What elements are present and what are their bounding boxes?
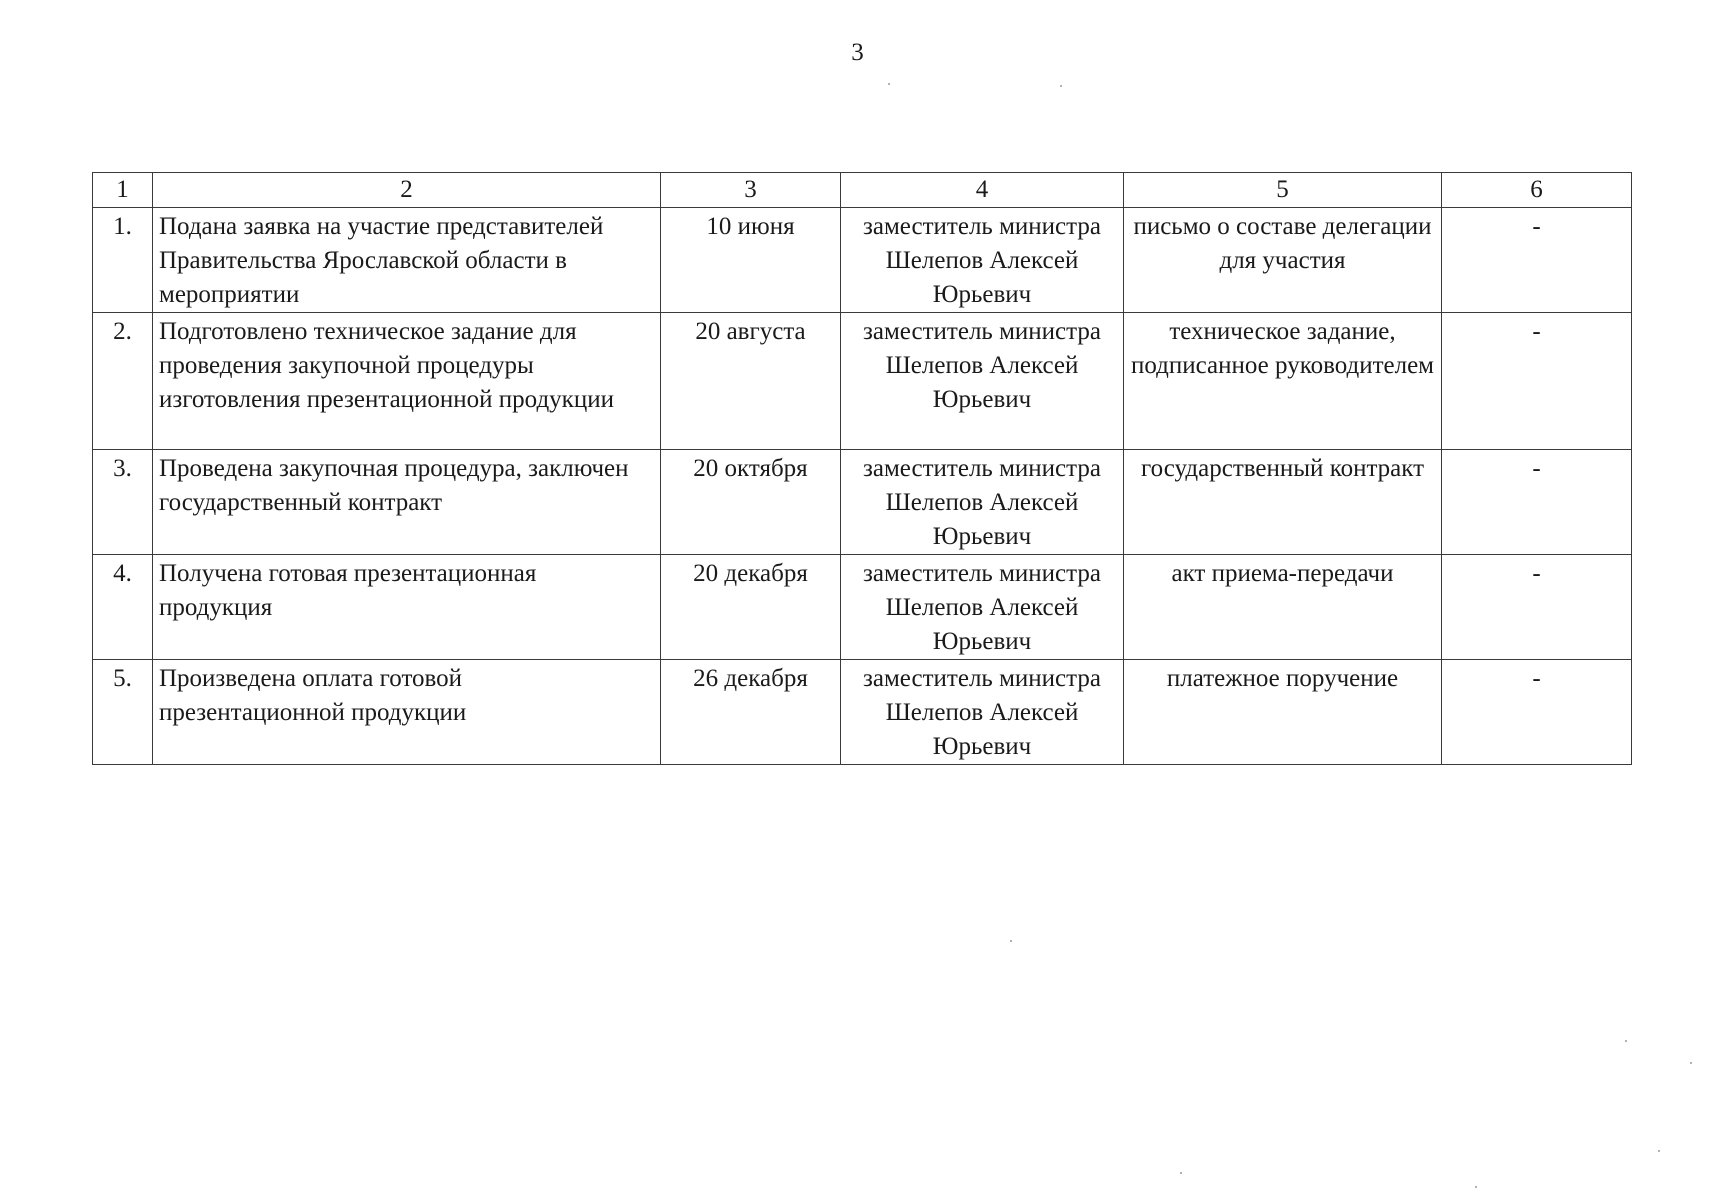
- row-number: 2.: [93, 313, 153, 450]
- note-cell: -: [1442, 208, 1632, 313]
- scan-speck: [1180, 1172, 1182, 1174]
- date-cell: 10 июня: [661, 208, 841, 313]
- table-row: [93, 208, 1632, 313]
- note-cell: -: [1442, 555, 1632, 660]
- responsible-cell: заместитель министра Шелепов Алексей Юрьевич: [841, 313, 1124, 450]
- table-row: [93, 555, 1632, 660]
- scan-speck: [1625, 1040, 1627, 1042]
- column-number-1: 1: [93, 173, 153, 208]
- table-row: [93, 313, 1632, 450]
- responsible-cell: заместитель министра Шелепов Алексей Юрьевич: [841, 208, 1124, 313]
- page-number: 3: [851, 39, 864, 66]
- date-cell: 26 декабря: [661, 660, 841, 765]
- event-cell: Проведена закупочная процедура, заключен государственный контракт: [153, 450, 661, 555]
- scan-speck: [1690, 1062, 1692, 1064]
- event-cell: Подана заявка на участие представителей Правительства Ярославской области в мероприятии: [153, 208, 661, 313]
- document-cell: государственный контракт: [1124, 450, 1442, 555]
- note-cell: -: [1442, 313, 1632, 450]
- table-row: [93, 660, 1632, 765]
- column-number-5: 5: [1124, 173, 1442, 208]
- column-number-6: 6: [1442, 173, 1632, 208]
- row-number: 1.: [93, 208, 153, 313]
- document-cell: акт приема-передачи: [1124, 555, 1442, 660]
- table-row: [93, 450, 1632, 555]
- event-cell: Произведена оплата готовой презентационной продукции: [153, 660, 661, 765]
- responsible-cell: заместитель министра Шелепов Алексей Юрьевич: [841, 555, 1124, 660]
- column-number-3: 3: [661, 173, 841, 208]
- event-cell: Подготовлено техническое задание для проведения закупочной процедуры изготовления презентационной продукции: [153, 313, 661, 450]
- date-cell: 20 декабря: [661, 555, 841, 660]
- document-cell: письмо о составе делегации для участия: [1124, 208, 1442, 313]
- column-number-2: 2: [153, 173, 661, 208]
- table-header-row: [93, 173, 1632, 208]
- scan-speck: [1060, 85, 1062, 87]
- event-cell: Получена готовая презентационная продукция: [153, 555, 661, 660]
- scan-speck: [1475, 1186, 1477, 1188]
- document-cell: техническое задание, подписанное руководителем: [1124, 313, 1442, 450]
- row-number: 3.: [93, 450, 153, 555]
- scan-speck: [1010, 940, 1012, 942]
- plan-table: [92, 172, 1632, 765]
- date-cell: 20 октября: [661, 450, 841, 555]
- row-number: 5.: [93, 660, 153, 765]
- column-number-4: 4: [841, 173, 1124, 208]
- date-cell: 20 августа: [661, 313, 841, 450]
- scan-speck: [1658, 1150, 1660, 1152]
- note-cell: -: [1442, 660, 1632, 765]
- note-cell: -: [1442, 450, 1632, 555]
- responsible-cell: заместитель министра Шелепов Алексей Юрьевич: [841, 450, 1124, 555]
- row-number: 4.: [93, 555, 153, 660]
- document-cell: платежное поручение: [1124, 660, 1442, 765]
- scan-speck: [888, 83, 890, 85]
- responsible-cell: заместитель министра Шелепов Алексей Юрьевич: [841, 660, 1124, 765]
